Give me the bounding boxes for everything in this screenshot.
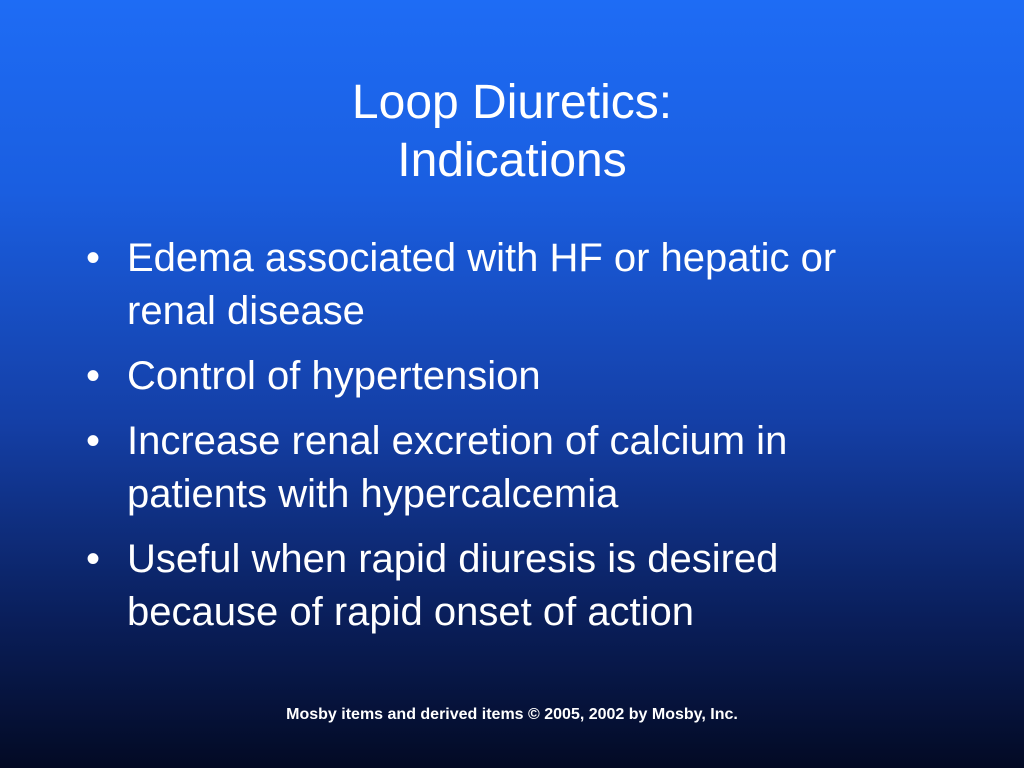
slide-title-line-2: Indications bbox=[397, 134, 627, 187]
bullet-dot-icon: • bbox=[86, 537, 101, 581]
bullet-list bbox=[86, 232, 906, 651]
bullet-text: Useful when rapid diuresis is desired because of rapid onset of action bbox=[127, 537, 779, 634]
bullet-item bbox=[86, 350, 906, 403]
bullet-item bbox=[86, 415, 906, 521]
bullet-text: Control of hypertension bbox=[127, 354, 541, 398]
slide-title-line-1: Loop Diuretics: bbox=[351, 76, 673, 129]
slide-title bbox=[0, 74, 1024, 190]
bullet-dot-icon: • bbox=[86, 236, 101, 280]
bullet-text: Increase renal excretion of calcium in patients with hypercalcemia bbox=[127, 419, 788, 516]
copyright-footer: Mosby items and derived items © 2005, 2002 by Mosby, Inc. bbox=[286, 706, 738, 723]
bullet-item bbox=[86, 533, 906, 639]
bullet-dot-icon: • bbox=[86, 354, 101, 398]
bullet-text: Edema associated with HF or hepatic or renal disease bbox=[127, 236, 837, 333]
bullet-dot-icon: • bbox=[86, 419, 101, 463]
bullet-item bbox=[86, 232, 906, 338]
